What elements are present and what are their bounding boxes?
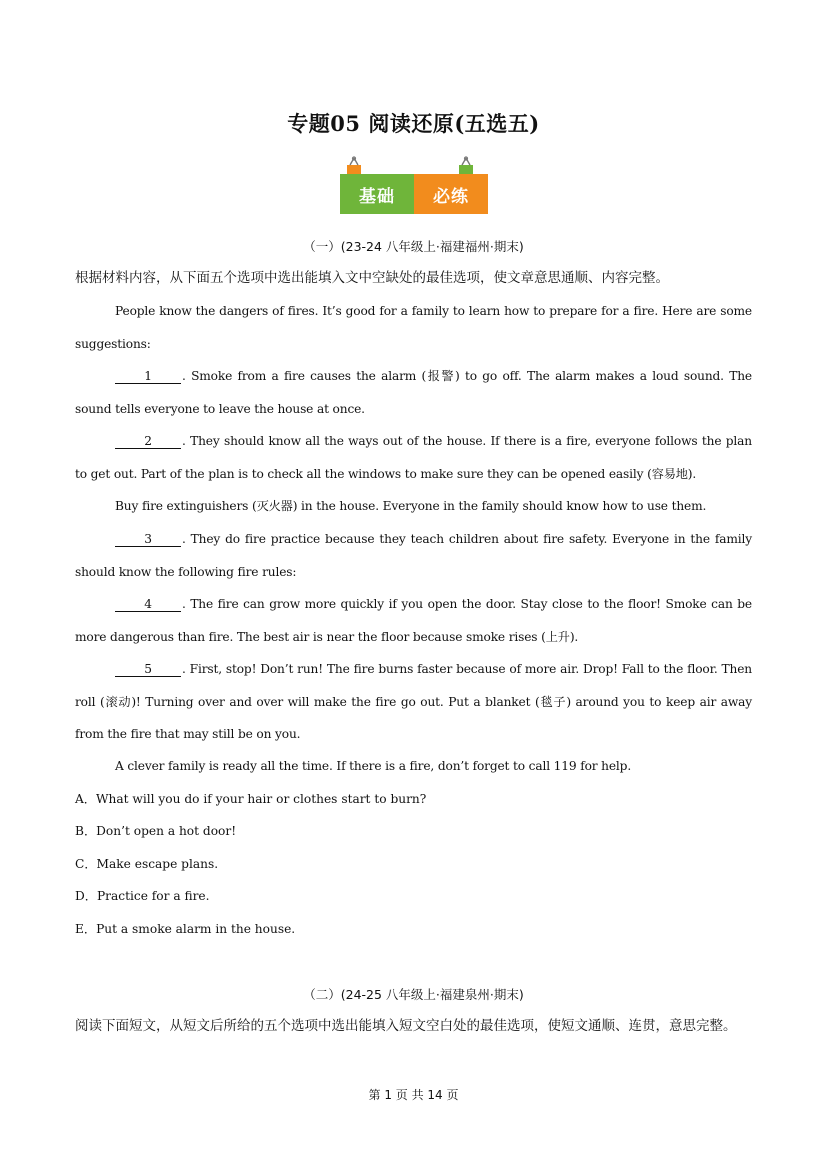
option-c: C．Make escape plans. <box>75 857 219 871</box>
instruction: 阅读下面短文，从短文后所给的五个选项中选出能填入短文空白处的最佳选项，使短文通顺、连贯，意思完整。 <box>75 1018 737 1034</box>
page-footer: 第 1 页 共 14 页 <box>368 1088 459 1102</box>
section-heading: （一）(23-24 八年级上·福建福州·期末) <box>303 239 524 254</box>
section-heading: （二）(24-25 八年级上·福建泉州·期末) <box>303 987 524 1002</box>
blank-2[interactable]: 2 <box>115 434 181 449</box>
paragraph-conclusion: A clever family is ready all the time. If there is a fire, don’t forget to call 119 for help. <box>115 759 632 773</box>
blank-4[interactable]: 4 <box>115 597 181 612</box>
option-e: E．Put a smoke alarm in the house. <box>75 922 296 936</box>
paragraph-blank-5: 5 . First, stop! Don’t run! The fire burns faster because of more air. Drop! Fall to the floor. Then roll (滚动)! Turning over and over will make the fire go out. Put a blanket (毯子) around you to keep air away from the fire that may still be on you. <box>75 662 752 741</box>
banner <box>340 152 488 216</box>
option-b: B．Don’t open a hot door! <box>75 824 237 838</box>
banner-right: 必练 <box>414 174 488 214</box>
paragraph-blank-2: 2 . They should know all the ways out of the house. If there is a fire, everyone follows the plan to get out. Part of the plan is to check all the windows to make sure they can be opened easily (容易地). <box>75 434 752 481</box>
blank-5[interactable]: 5 <box>115 662 181 677</box>
paragraph-blank-4: 4 . The fire can grow more quickly if you open the door. Stay close to the floor! Smoke can be more dangerous than fire. The best air is near the floor because smoke rises (上升). <box>75 597 752 644</box>
option-d: D．Practice for a fire. <box>75 889 210 903</box>
banner-left: 基础 <box>340 174 414 214</box>
intro-paragraph: People know the dangers of fires. It’s good for a family to learn how to prepare for a fire. Here are some suggestions: <box>75 304 752 351</box>
paragraph-extinguishers: Buy fire extinguishers (灭火器) in the house. Everyone in the family should know how to use them. <box>115 499 707 513</box>
page-title: 专题05 阅读还原(五选五) <box>287 111 540 136</box>
paragraph-blank-1: 1 . Smoke from a fire causes the alarm (报警) to go off. The alarm makes a loud sound. The sound tells everyone to leave the house at once. <box>75 369 752 416</box>
blank-3[interactable]: 3 <box>115 532 181 547</box>
blank-1[interactable]: 1 <box>115 369 181 384</box>
option-a: A．What will you do if your hair or clothes start to burn? <box>75 792 427 806</box>
paragraph-blank-3: 3 . They do fire practice because they teach children about fire safety. Everyone in the family should know the following fire rules: <box>75 532 752 579</box>
instruction: 根据材料内容，从下面五个选项中选出能填入文中空缺处的最佳选项，使文章意思通顺、内容完整。 <box>75 270 669 286</box>
